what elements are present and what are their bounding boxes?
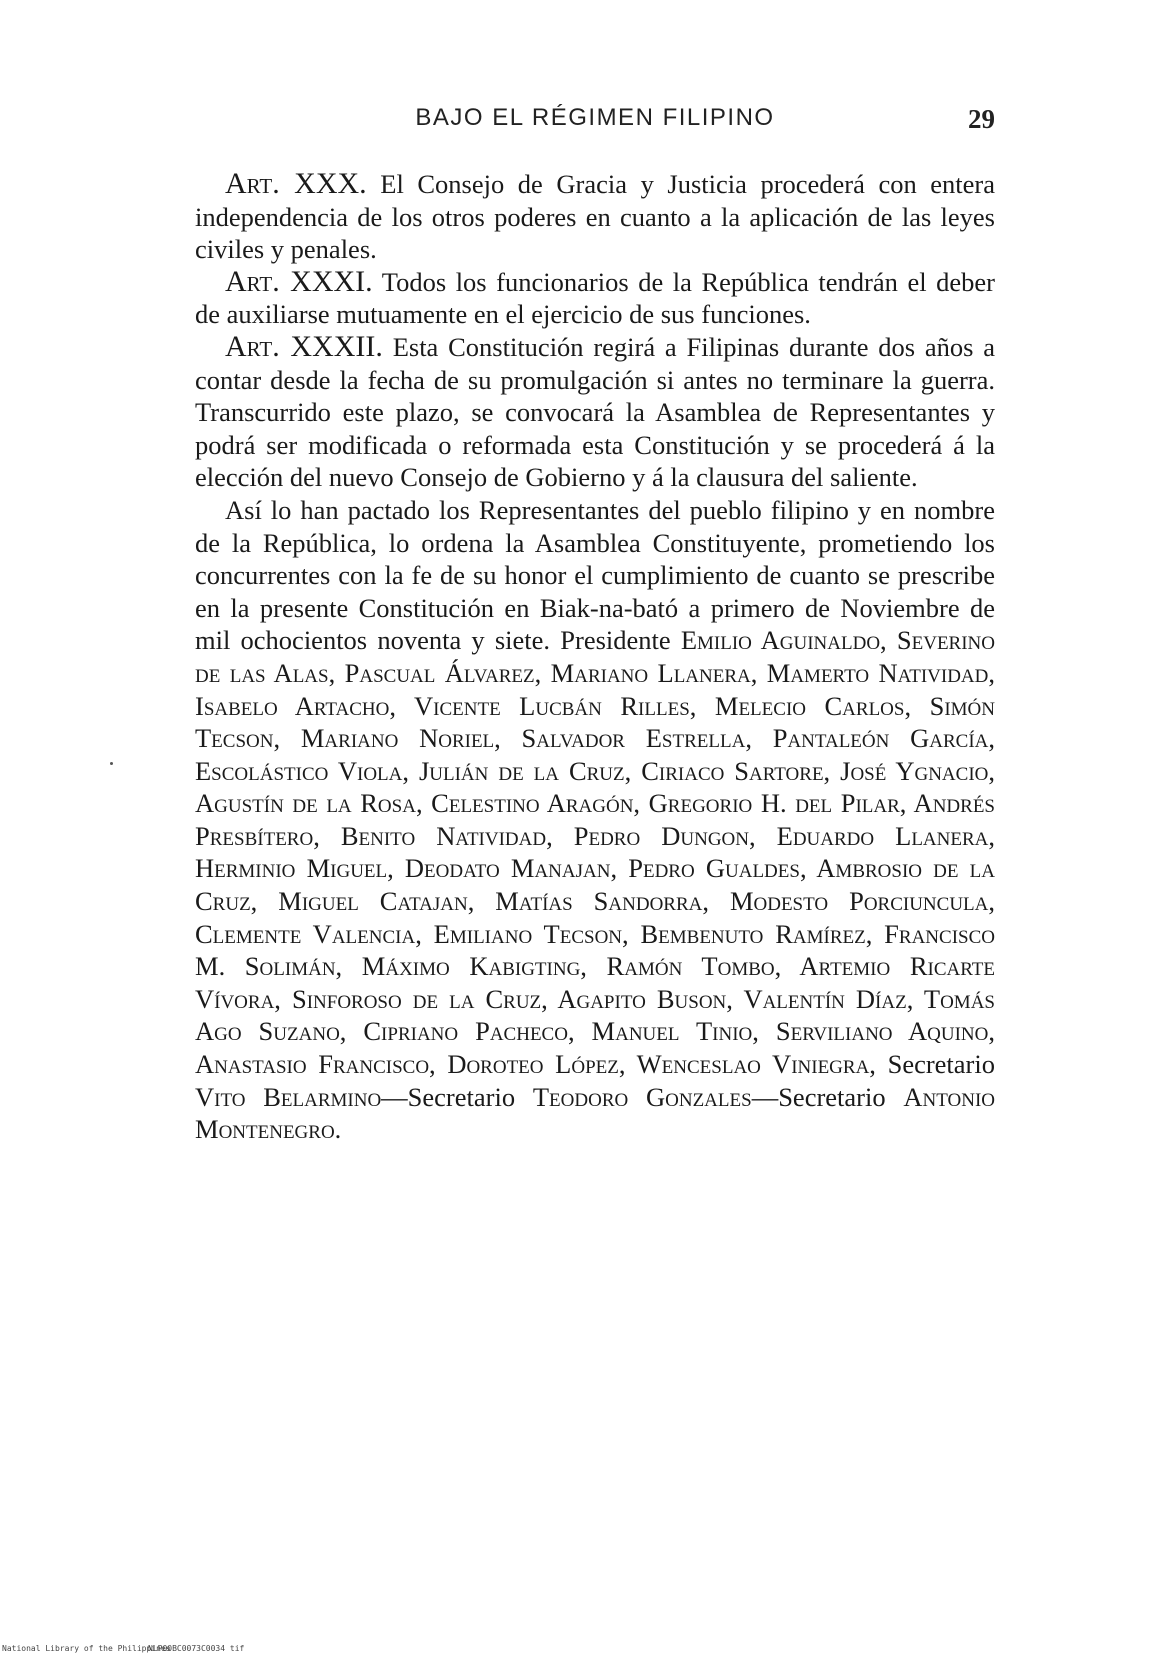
- signatories-list: Emilio Aguinaldo, Severino de las Alas, Pascual Álvarez, Mariano Llanera, Mamerto Natividad, Isabelo Artacho, Vicente Lucbán Rilles, Melecio Carlos, Simón Tecson, Mariano Noriel, Salvador Estrella, Pantaleón García, Escolástico Viola, Julián de la Cruz, Ciriaco Sartore, José Ygnacio, Agustín de la Rosa, Celestino Aragón, Gregorio H. del Pilar, Andrés Presbítero, Benito Natividad, Pedro Dungon, Eduardo Llanera, Herminio Miguel, Deodato Manajan, Pedro Gualdes, Ambrosio de la Cruz, Miguel Catajan, Matías Sandorra, Modesto Porciuncula, Clemente Valencia, Emiliano Tecson, Bembenuto Ramírez, Francisco M. Solimán, Máximo Kabigting, Ramón Tombo, Artemio Ricarte Vívora, Sinforoso de la Cruz, Agapito Buson, Valentín Díaz, Tomás Ago Suzano, Cipriano Pacheco, Manuel Tinio, Serviliano Aquino, Anastasio Francisco, Doroteo López, Wenceslao Viniegra,: [195, 625, 995, 1080]
- article-paragraph: [195, 331, 995, 494]
- dash: —: [381, 1081, 408, 1112]
- footer-code: NLP00BC0073C0034 tif: [148, 1644, 245, 1653]
- article-label: Art. XXX.: [225, 167, 367, 200]
- secretary-name: Vito Belarmino: [195, 1081, 382, 1112]
- article-paragraph: [195, 168, 995, 266]
- secretary-word: Secretario: [887, 1049, 995, 1080]
- closing-paragraph: [195, 494, 995, 1146]
- secretary-word: Secretario: [407, 1081, 516, 1112]
- footer-credit: National Library of the Philippines: [2, 1644, 171, 1653]
- body-text: [195, 168, 995, 1146]
- article-paragraph: [195, 266, 995, 331]
- page-number: 29: [968, 104, 995, 134]
- article-text: El Consejo de Gracia y Justicia procederá con entera independencia de los otros poderes en cuanto a la aplicación de las leyes civiles y penales.: [195, 169, 996, 265]
- secretary-name: Antonio Montenegro.: [195, 1081, 996, 1145]
- closing-intro: Así lo han pactado los Representantes del pueblo filipino y en nombre de la República, lo ordena la Asamblea Constituyente, prometiendo los concurrentes con la fe de su honor el cumplimiento de cuanto se prescribe en la presente Constitución en Biak-na-bató a primero de Noviembre de mil ochocientos noventa y siete. Presidente: [195, 494, 995, 656]
- running-head: [195, 104, 995, 144]
- scan-speck: [110, 762, 113, 765]
- dash: —: [751, 1081, 779, 1112]
- running-title: BAJO EL RÉGIMEN FILIPINO: [415, 104, 775, 131]
- article-text: Todos los funcionarios de la República tendrán el deber de auxiliarse mutuamente en el ejercicio de sus funciones.: [195, 266, 995, 330]
- article-text: Esta Constitución regirá a Filipinas durante dos años a contar desde la fecha de su promulgación si antes no terminare la guerra. Transcurrido este plazo, se convocará la Asamblea de Representantes y podrá ser modificada o reformada esta Constitución y se procederá á la elección del nuevo Consejo de Gobierno y á la clausura del saliente.: [195, 331, 996, 493]
- secretary-name: Teodoro Gonzales: [532, 1081, 752, 1112]
- secretary-word: Secretario: [778, 1081, 886, 1112]
- article-label: Art. XXXI.: [225, 264, 373, 298]
- article-label: Art. XXXII.: [225, 329, 383, 363]
